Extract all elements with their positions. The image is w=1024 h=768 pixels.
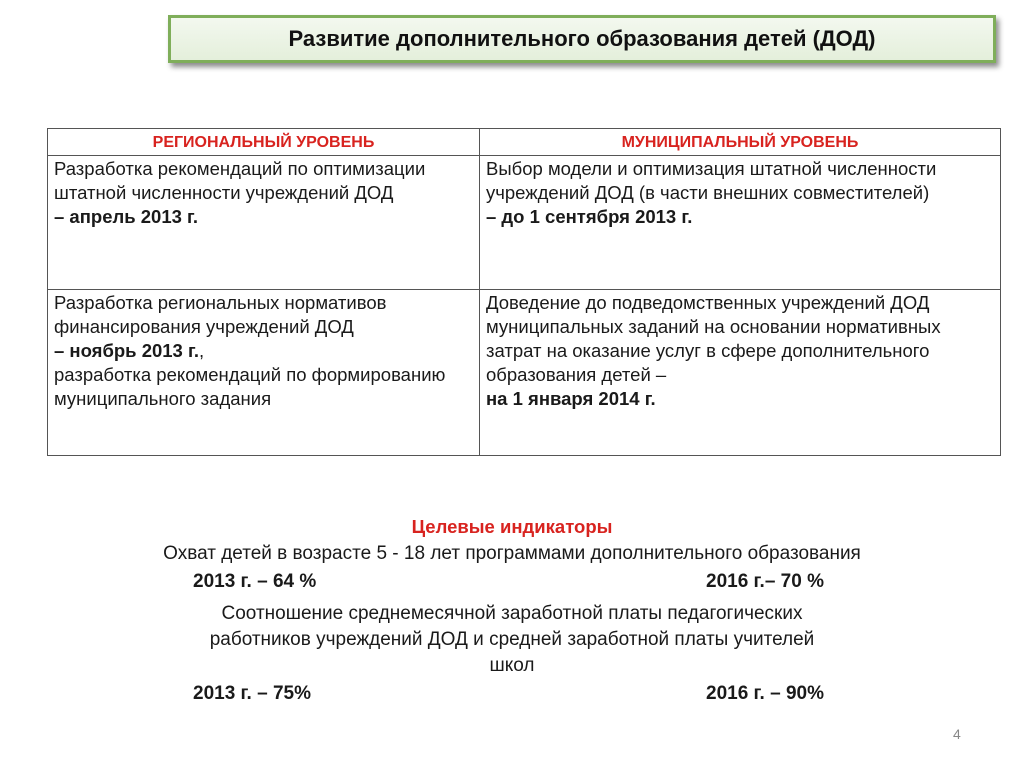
cell-text: Разработка региональных нормативов финансирования учреждений ДОД [54,292,387,337]
page-title: Развитие дополнительного образования детей (ДОД) [288,26,876,51]
cell-regional [48,156,480,290]
cell-municipal [480,156,1001,290]
indicator-value-2016: 2016 г.– 70 % [706,571,824,592]
indicator-values [0,567,1024,599]
cell-text: Разработка рекомендаций по оптимизации штатной численности учреждений ДОД [54,158,426,203]
indicators-section [0,513,1024,711]
indicator-values [0,679,1024,711]
plan-table [47,128,1001,456]
header-municipal: МУНИЦИПАЛЬНЫЙ УРОВЕНЬ [480,129,1001,156]
cell-deadline: – ноябрь 2013 г. [54,340,199,361]
table-header-row [48,129,1001,156]
cell-deadline-suffix: , [198,340,205,361]
cell-text-2: разработка рекомендаций по формированию муниципального задания [54,364,446,409]
cell-text: Доведение до подведомственных учреждений ДОД муниципальных заданий на основании нормативных затрат на оказание услуг в сфере дополнительного образования детей – [486,292,941,385]
table-row [48,290,1001,456]
page-number: 4 [953,726,961,742]
cell-regional [48,290,480,456]
cell-deadline: – апрель 2013 г. [54,206,199,227]
cell-municipal [480,290,1001,456]
indicator-value-2016: 2016 г. – 90% [706,683,824,704]
indicators-heading: Целевые индикаторы [411,516,613,537]
title-banner [168,15,996,63]
cell-text: Выбор модели и оптимизация штатной численности учреждений ДОД (в части внешних совместителей) [486,158,937,203]
indicator-text: Охват детей в возрасте 5 - 18 лет программами дополнительного образования [163,543,861,564]
cell-deadline: – до 1 сентября 2013 г. [486,206,693,227]
cell-deadline: на 1 января 2014 г. [486,388,656,409]
table-row [48,156,1001,290]
indicator-value-2013: 2013 г. – 75% [193,683,311,704]
header-regional: РЕГИОНАЛЬНЫЙ УРОВЕНЬ [48,129,480,156]
indicator-text: Соотношение среднемесячной заработной платы педагогических работников учреждений ДОД и средней заработной платы учителей школ [209,603,815,676]
indicator-value-2013: 2013 г. – 64 % [193,571,317,592]
